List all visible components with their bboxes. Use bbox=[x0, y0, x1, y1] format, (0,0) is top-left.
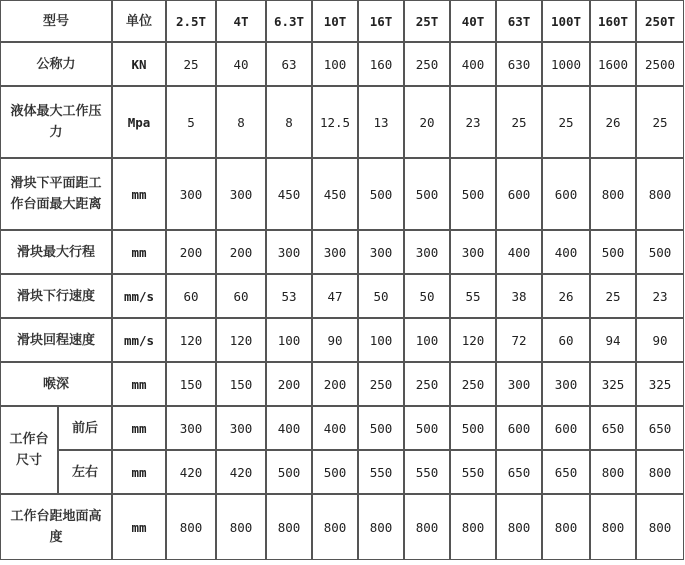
value-cell: 800 bbox=[636, 158, 684, 230]
value-cell: 800 bbox=[590, 158, 636, 230]
value-cell: 26 bbox=[590, 86, 636, 158]
value-cell: 630 bbox=[496, 42, 542, 86]
value-cell: 120 bbox=[450, 318, 496, 362]
value-cell: 23 bbox=[636, 274, 684, 318]
value-cell: 55 bbox=[450, 274, 496, 318]
value-cell: 325 bbox=[636, 362, 684, 406]
value-cell: 25 bbox=[542, 86, 590, 158]
value-cell: 500 bbox=[636, 230, 684, 274]
header-row bbox=[0, 0, 684, 42]
value-cell: 800 bbox=[404, 494, 450, 560]
spec-row-last bbox=[0, 494, 684, 560]
value-cell: 25 bbox=[496, 86, 542, 158]
value-cell: 60 bbox=[216, 274, 266, 318]
unit-cell: mm/s bbox=[112, 318, 166, 362]
value-cell: 150 bbox=[166, 362, 216, 406]
spec-row bbox=[0, 230, 684, 274]
value-cell: 550 bbox=[404, 450, 450, 494]
value-cell: 800 bbox=[590, 450, 636, 494]
value-cell: 26 bbox=[542, 274, 590, 318]
value-cell: 800 bbox=[358, 494, 404, 560]
unit-cell: mm bbox=[112, 362, 166, 406]
value-cell: 12.5 bbox=[312, 86, 358, 158]
value-cell: 120 bbox=[216, 318, 266, 362]
value-cell: 23 bbox=[450, 86, 496, 158]
value-cell: 200 bbox=[216, 230, 266, 274]
value-cell: 300 bbox=[542, 362, 590, 406]
row-label-cell: 喉深 bbox=[0, 362, 112, 406]
value-cell: 300 bbox=[216, 406, 266, 450]
unit-cell: mm/s bbox=[112, 274, 166, 318]
row-label-cell: 滑块最大行程 bbox=[0, 230, 112, 274]
sub-label-cell: 左右 bbox=[58, 450, 112, 494]
model-column-header: 160T bbox=[590, 0, 636, 42]
model-column-header: 25T bbox=[404, 0, 450, 42]
value-cell: 450 bbox=[266, 158, 312, 230]
value-cell: 90 bbox=[312, 318, 358, 362]
value-cell: 250 bbox=[450, 362, 496, 406]
value-cell: 120 bbox=[166, 318, 216, 362]
value-cell: 420 bbox=[216, 450, 266, 494]
spec-row bbox=[0, 158, 684, 230]
model-column-header: 4T bbox=[216, 0, 266, 42]
row-label-cell: 滑块下平面距工作台面最大距离 bbox=[0, 158, 112, 230]
spec-row bbox=[0, 362, 684, 406]
value-cell: 600 bbox=[542, 158, 590, 230]
value-cell: 800 bbox=[166, 494, 216, 560]
value-cell: 300 bbox=[358, 230, 404, 274]
value-cell: 400 bbox=[312, 406, 358, 450]
value-cell: 600 bbox=[542, 406, 590, 450]
value-cell: 160 bbox=[358, 42, 404, 86]
model-column-header: 250T bbox=[636, 0, 684, 42]
value-cell: 200 bbox=[166, 230, 216, 274]
value-cell: 300 bbox=[166, 406, 216, 450]
value-cell: 600 bbox=[496, 158, 542, 230]
value-cell: 800 bbox=[496, 494, 542, 560]
unit-cell: mm bbox=[112, 158, 166, 230]
value-cell: 72 bbox=[496, 318, 542, 362]
unit-cell: KN bbox=[112, 42, 166, 86]
value-cell: 300 bbox=[266, 230, 312, 274]
unit-header-cell: 单位 bbox=[112, 0, 166, 42]
value-cell: 600 bbox=[496, 406, 542, 450]
value-cell: 300 bbox=[450, 230, 496, 274]
value-cell: 1000 bbox=[542, 42, 590, 86]
value-cell: 60 bbox=[542, 318, 590, 362]
model-column-header: 40T bbox=[450, 0, 496, 42]
value-cell: 800 bbox=[312, 494, 358, 560]
value-cell: 100 bbox=[266, 318, 312, 362]
model-column-header: 10T bbox=[312, 0, 358, 42]
value-cell: 250 bbox=[358, 362, 404, 406]
row-label-cell: 液体最大工作压力 bbox=[0, 86, 112, 158]
row-label-cell: 公称力 bbox=[0, 42, 112, 86]
value-cell: 650 bbox=[636, 406, 684, 450]
value-cell: 50 bbox=[404, 274, 450, 318]
value-cell: 500 bbox=[450, 406, 496, 450]
value-cell: 94 bbox=[590, 318, 636, 362]
value-cell: 800 bbox=[590, 494, 636, 560]
value-cell: 250 bbox=[404, 362, 450, 406]
value-cell: 8 bbox=[266, 86, 312, 158]
value-cell: 650 bbox=[496, 450, 542, 494]
value-cell: 400 bbox=[266, 406, 312, 450]
model-column-header: 100T bbox=[542, 0, 590, 42]
value-cell: 8 bbox=[216, 86, 266, 158]
spec-row bbox=[0, 274, 684, 318]
value-cell: 500 bbox=[266, 450, 312, 494]
unit-cell: mm bbox=[112, 494, 166, 560]
value-cell: 50 bbox=[358, 274, 404, 318]
row-label-cell: 滑块回程速度 bbox=[0, 318, 112, 362]
value-cell: 400 bbox=[542, 230, 590, 274]
sub-label-cell: 前后 bbox=[58, 406, 112, 450]
value-cell: 63 bbox=[266, 42, 312, 86]
unit-cell: Mpa bbox=[112, 86, 166, 158]
spec-row bbox=[0, 86, 684, 158]
value-cell: 40 bbox=[216, 42, 266, 86]
value-cell: 2500 bbox=[636, 42, 684, 86]
spec-row bbox=[0, 318, 684, 362]
value-cell: 25 bbox=[166, 42, 216, 86]
unit-cell: mm bbox=[112, 406, 166, 450]
value-cell: 300 bbox=[166, 158, 216, 230]
model-column-header: 6.3T bbox=[266, 0, 312, 42]
model-column-header: 2.5T bbox=[166, 0, 216, 42]
table-size-label-cell: 工作台尺寸 bbox=[0, 406, 58, 494]
value-cell: 500 bbox=[312, 450, 358, 494]
value-cell: 550 bbox=[450, 450, 496, 494]
value-cell: 500 bbox=[358, 158, 404, 230]
value-cell: 90 bbox=[636, 318, 684, 362]
value-cell: 200 bbox=[266, 362, 312, 406]
value-cell: 650 bbox=[590, 406, 636, 450]
value-cell: 300 bbox=[496, 362, 542, 406]
spec-row bbox=[0, 42, 684, 86]
value-cell: 500 bbox=[590, 230, 636, 274]
spec-row-left-right bbox=[0, 450, 684, 494]
value-cell: 300 bbox=[216, 158, 266, 230]
value-cell: 300 bbox=[312, 230, 358, 274]
value-cell: 550 bbox=[358, 450, 404, 494]
model-column-header: 16T bbox=[358, 0, 404, 42]
spec-row-front-back bbox=[0, 406, 684, 450]
value-cell: 200 bbox=[312, 362, 358, 406]
value-cell: 5 bbox=[166, 86, 216, 158]
value-cell: 325 bbox=[590, 362, 636, 406]
value-cell: 800 bbox=[266, 494, 312, 560]
value-cell: 13 bbox=[358, 86, 404, 158]
model-column-header: 63T bbox=[496, 0, 542, 42]
value-cell: 420 bbox=[166, 450, 216, 494]
value-cell: 25 bbox=[590, 274, 636, 318]
value-cell: 800 bbox=[636, 450, 684, 494]
value-cell: 800 bbox=[636, 494, 684, 560]
value-cell: 500 bbox=[450, 158, 496, 230]
value-cell: 20 bbox=[404, 86, 450, 158]
value-cell: 100 bbox=[358, 318, 404, 362]
value-cell: 800 bbox=[450, 494, 496, 560]
unit-cell: mm bbox=[112, 230, 166, 274]
value-cell: 1600 bbox=[590, 42, 636, 86]
value-cell: 800 bbox=[542, 494, 590, 560]
value-cell: 38 bbox=[496, 274, 542, 318]
value-cell: 500 bbox=[358, 406, 404, 450]
value-cell: 150 bbox=[216, 362, 266, 406]
value-cell: 300 bbox=[404, 230, 450, 274]
value-cell: 500 bbox=[404, 158, 450, 230]
value-cell: 400 bbox=[450, 42, 496, 86]
value-cell: 800 bbox=[216, 494, 266, 560]
value-cell: 250 bbox=[404, 42, 450, 86]
row-label-cell: 滑块下行速度 bbox=[0, 274, 112, 318]
value-cell: 400 bbox=[496, 230, 542, 274]
value-cell: 650 bbox=[542, 450, 590, 494]
unit-cell: mm bbox=[112, 450, 166, 494]
value-cell: 450 bbox=[312, 158, 358, 230]
value-cell: 53 bbox=[266, 274, 312, 318]
row-label-cell: 工作台距地面高度 bbox=[0, 494, 112, 560]
value-cell: 500 bbox=[404, 406, 450, 450]
value-cell: 100 bbox=[312, 42, 358, 86]
value-cell: 60 bbox=[166, 274, 216, 318]
value-cell: 47 bbox=[312, 274, 358, 318]
value-cell: 25 bbox=[636, 86, 684, 158]
value-cell: 100 bbox=[404, 318, 450, 362]
model-header-cell: 型号 bbox=[0, 0, 112, 42]
